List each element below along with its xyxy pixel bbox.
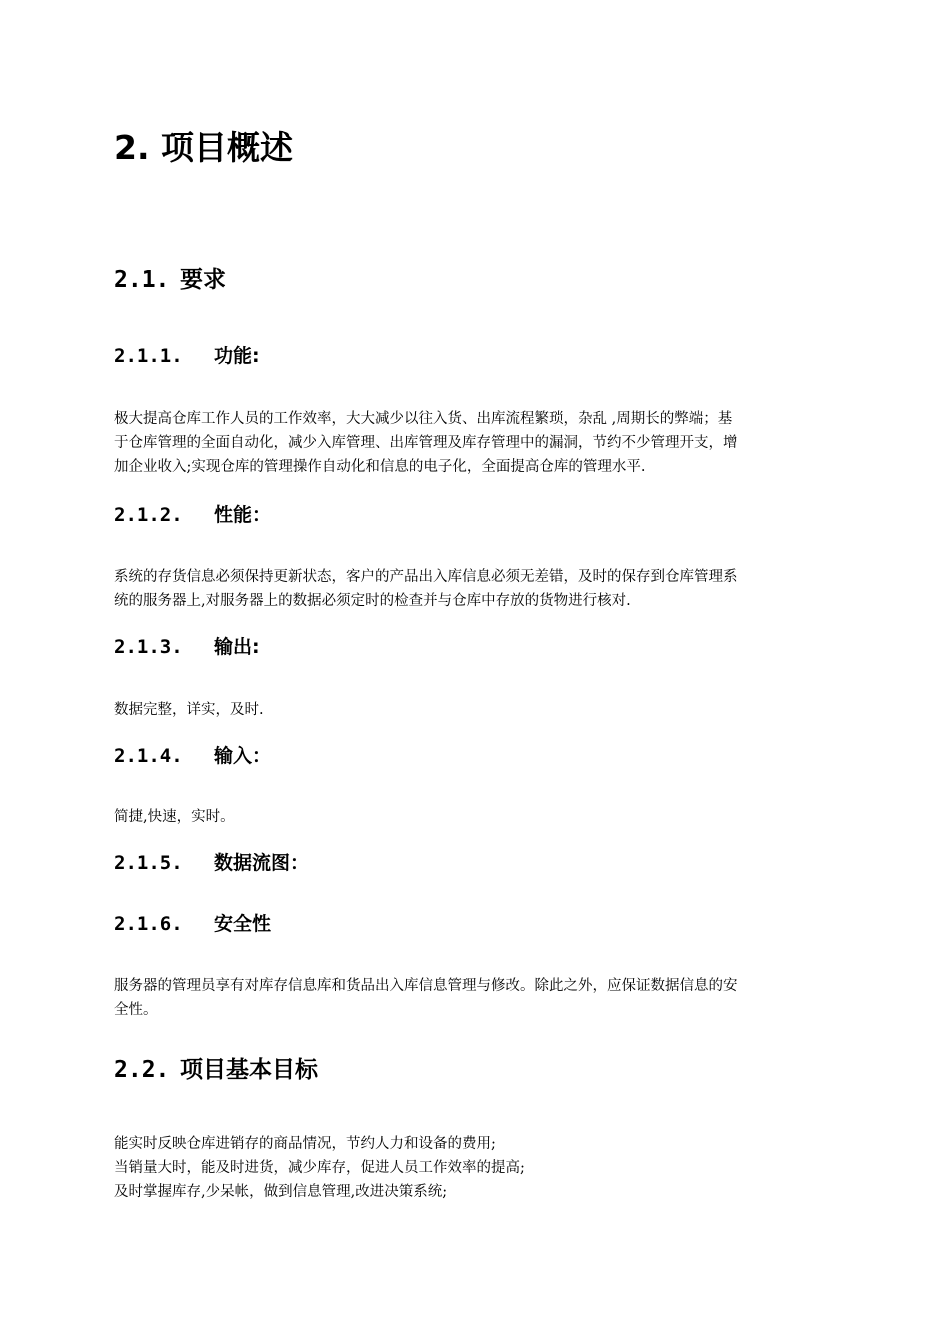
subsection-number: 2.1.2. (114, 504, 183, 526)
text-line: 服务器的管理员享有对库存信息库和货品出入库信息管理与修改。除此之外，应保证数据信息的安 (114, 978, 738, 994)
text-line: 能实时反映仓库进销存的商品情况，节约人力和设备的费用; (114, 1136, 496, 1152)
paragraph-function (114, 407, 836, 479)
text-line: 及时掌握库存,少呆帐，做到信息管理,改进决策系统; (114, 1184, 448, 1200)
text-line: 加企业收入;实现仓库的管理操作自动化和信息的电子化，全面提高仓库的管理水平. (114, 459, 646, 475)
chapter-title: 项目概述 (161, 128, 293, 167)
subsection-number: 2.1.6. (114, 913, 183, 935)
paragraph-input (114, 805, 836, 829)
section-title: 要求 (180, 267, 226, 293)
subsection-title: 输入： (214, 745, 272, 767)
subsection-title: 输出: (214, 636, 260, 658)
chapter-heading (114, 128, 293, 168)
subsection-heading-2-1-1 (114, 343, 260, 369)
section-title: 项目基本目标 (180, 1057, 318, 1083)
subsection-heading-2-1-2 (114, 502, 271, 528)
paragraph-goals (114, 1132, 836, 1204)
paragraph-output (114, 698, 836, 722)
text-line: 全性。 (114, 1002, 158, 1018)
subsection-heading-2-1-6 (114, 911, 271, 937)
subsection-heading-2-1-3 (114, 634, 260, 660)
section-number: 2.2. (114, 1057, 170, 1083)
section-heading-2-2 (114, 1055, 318, 1085)
text-line: 当销量大时，能及时进货，减少库存，促进人员工作效率的提高; (114, 1160, 525, 1176)
subsection-title: 数据流图： (214, 852, 310, 874)
subsection-title: 安全性 (214, 913, 272, 935)
subsection-number: 2.1.4. (114, 745, 183, 767)
subsection-title: 功能: (214, 345, 260, 367)
paragraph-performance (114, 565, 836, 613)
text-line: 数据完整，详实，及时. (114, 702, 264, 718)
subsection-number: 2.1.3. (114, 636, 183, 658)
text-line: 统的服务器上,对服务器上的数据必须定时的检查并与仓库中存放的货物进行核对. (114, 593, 631, 609)
subsection-number: 2.1.5. (114, 852, 183, 874)
subsection-heading-2-1-4 (114, 743, 271, 769)
section-heading-2-1 (114, 265, 226, 295)
text-line: 简捷,快速，实时。 (114, 809, 235, 825)
subsection-number: 2.1.1. (114, 345, 183, 367)
text-line: 系统的存货信息必须保持更新状态，客户的产品出入库信息必须无差错，及时的保存到仓库管理系 (114, 569, 738, 585)
subsection-heading-2-1-5 (114, 850, 309, 876)
text-line: 于仓库管理的全面自动化，减少入库管理、出库管理及库存管理中的漏洞，节约不少管理开支，增 (114, 435, 738, 451)
section-number: 2.1. (114, 267, 170, 293)
subsection-title: 性能： (214, 504, 272, 526)
text-line: 极大提高仓库工作人员的工作效率，大大减少以往入货、出库流程繁琐，杂乱 ,周期长的弊端；基 (114, 411, 733, 427)
paragraph-security (114, 974, 836, 1022)
chapter-number: 2. (114, 128, 150, 167)
